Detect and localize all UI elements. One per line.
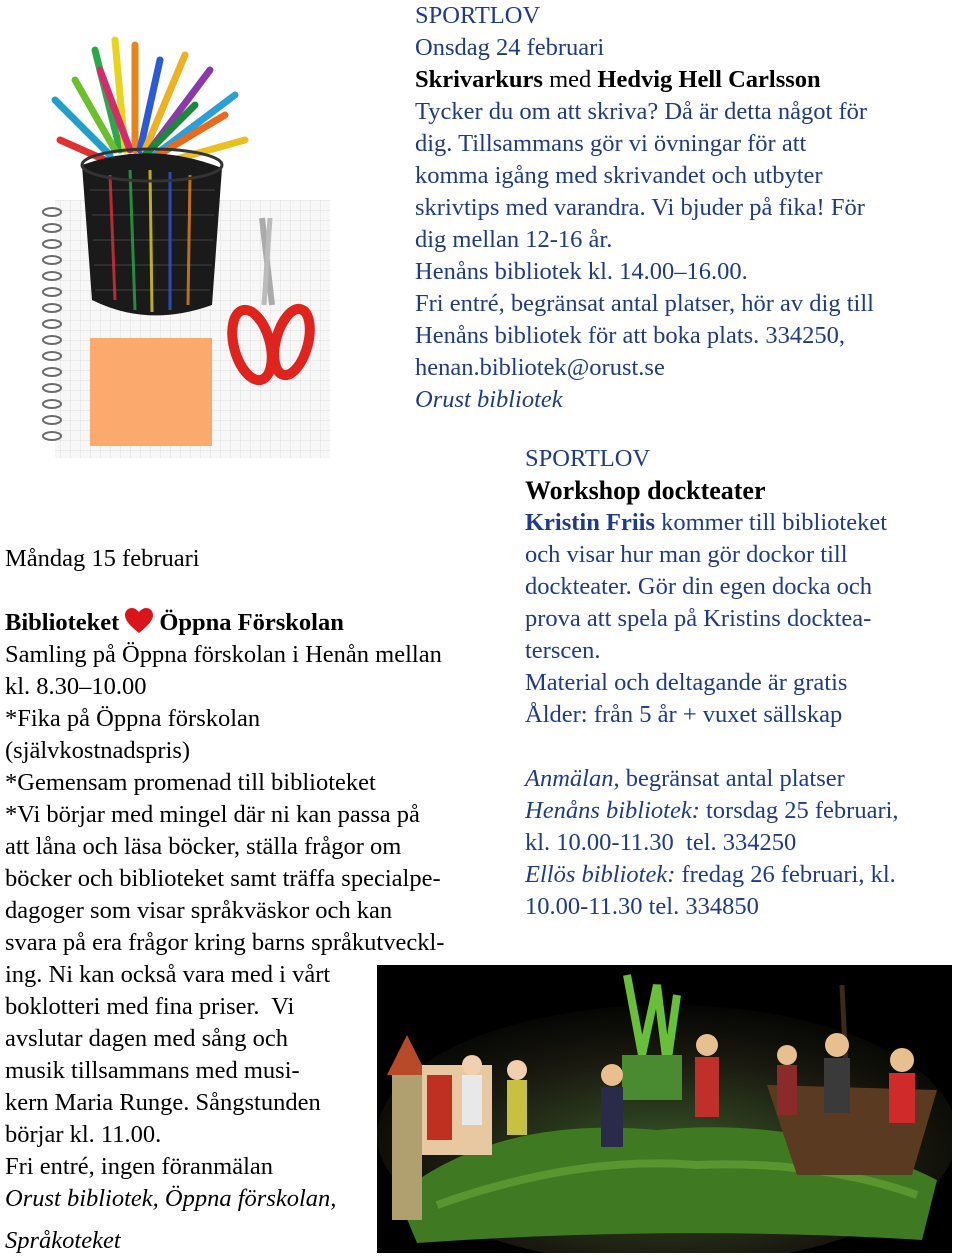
- body-line: musik tillsammans med musi-: [5, 1057, 300, 1084]
- email-link[interactable]: henan.bibliotek@orust.se: [415, 354, 665, 381]
- event-title: [415, 64, 874, 96]
- body-line: Ålder: från 5 år + vuxet sällskap: [525, 701, 843, 728]
- event-title: [5, 607, 444, 639]
- body-line: Tycker du om att skriva? Då är detta något för: [415, 98, 868, 125]
- library-2-date: fredag 26 februari, kl.: [675, 861, 896, 888]
- body-line: (självkostnadspris): [5, 737, 191, 764]
- body-line: Henåns bibliotek kl. 14.00–16.00.: [415, 258, 748, 285]
- event-date: Onsdag 24 februari: [415, 34, 605, 61]
- library-1-time: kl. 10.00-11.30 tel. 334250: [525, 829, 797, 856]
- body-line: Material och deltagande är gratis: [525, 669, 848, 696]
- signup-rest: , begränsat antal platser: [613, 765, 845, 792]
- event-date: Måndag 15 februari: [5, 545, 200, 572]
- spacer: [5, 575, 444, 607]
- library-1-name: Henåns bibliotek:: [525, 797, 700, 824]
- body-line: kl. 8.30–10.00: [5, 673, 147, 700]
- body-line: [525, 507, 899, 539]
- event-tag: SPORTLOV: [415, 2, 541, 29]
- body-line: dockteater. Gör din egen docka och: [525, 573, 872, 600]
- body-line: Fri entré, begränsat antal platser, hör av dig till: [415, 290, 874, 317]
- host-name: Kristin Friis: [525, 509, 655, 536]
- library-1-line: [525, 795, 899, 827]
- signup-line: [525, 763, 899, 795]
- event-title-connector: med: [542, 66, 598, 93]
- library-2-name: Ellös bibliotek:: [525, 861, 676, 888]
- body-line: svara på era frågor kring barns språkutveckl-: [5, 929, 445, 956]
- body-line: och visar hur man gör dockor till: [525, 541, 848, 568]
- event-host-name: Hedvig Hell Carlsson: [597, 66, 821, 93]
- title-library: Biblioteket: [5, 609, 120, 636]
- body-line: kern Maria Runge. Sångstunden: [5, 1089, 321, 1116]
- body-line: dagoger som visar språkväskor och kan: [5, 897, 393, 924]
- body-line: komma igång med skrivandet och utbyter: [415, 162, 823, 189]
- puppet-theater-photo: [377, 965, 952, 1253]
- body-line: *Vi börjar med mingel där ni kan passa på: [5, 801, 420, 828]
- body-line: Fri entré, ingen föranmälan: [5, 1153, 274, 1180]
- body-line: avslutar dagen med sång och: [5, 1025, 289, 1052]
- event-writing-course: [415, 0, 874, 416]
- title-preschool: Öppna Förskolan: [159, 609, 344, 636]
- body-line: *Fika på Öppna förskolan: [5, 705, 261, 732]
- event-library-preschool: [5, 543, 444, 1257]
- body-line: ing. Ni kan också vara med i vårt: [5, 961, 331, 988]
- stationery-photo: [0, 0, 360, 470]
- body-line: Henåns bibliotek för att boka plats. 334250,: [415, 322, 846, 349]
- event-title: Workshop dockteater: [525, 476, 766, 505]
- body-line: Samling på Öppna förskolan i Henån mellan: [5, 641, 442, 668]
- body-line-rest: kommer till biblioteket: [654, 509, 888, 536]
- body-line: skrivtips med varandra. Vi bjuder på fika! För: [415, 194, 865, 221]
- signup-label: Anmälan: [525, 765, 614, 792]
- body-line: terscen.: [525, 637, 601, 664]
- event-tag: SPORTLOV: [525, 445, 651, 472]
- body-line: böcker och biblioteket samt träffa specialpe-: [5, 865, 441, 892]
- event-organizer: Orust bibliotek: [415, 386, 563, 413]
- body-line: att låna och läsa böcker, ställa frågor om: [5, 833, 402, 860]
- body-line: dig mellan 12-16 år.: [415, 226, 613, 253]
- event-organizer-2: Språkoteket: [5, 1227, 121, 1254]
- library-2-time: 10.00-11.30 tel. 334850: [525, 893, 759, 920]
- body-line: dig. Tillsammans gör vi övningar för att: [415, 130, 807, 157]
- library-2-line: [525, 859, 899, 891]
- library-1-date: torsdag 25 februari,: [699, 797, 899, 824]
- body-line: prova att spela på Kristins docktea-: [525, 605, 872, 632]
- heart-icon: [125, 608, 153, 634]
- body-line: boklotteri med fina priser. Vi: [5, 993, 295, 1020]
- event-title-name: Skrivarkurs: [415, 66, 543, 93]
- event-puppet-workshop: [525, 443, 899, 923]
- spacer: [525, 731, 899, 763]
- event-organizers: Orust bibliotek, Öppna förskolan,: [5, 1185, 337, 1212]
- body-line: börjar kl. 11.00.: [5, 1121, 162, 1148]
- body-line: *Gemensam promenad till biblioteket: [5, 769, 376, 796]
